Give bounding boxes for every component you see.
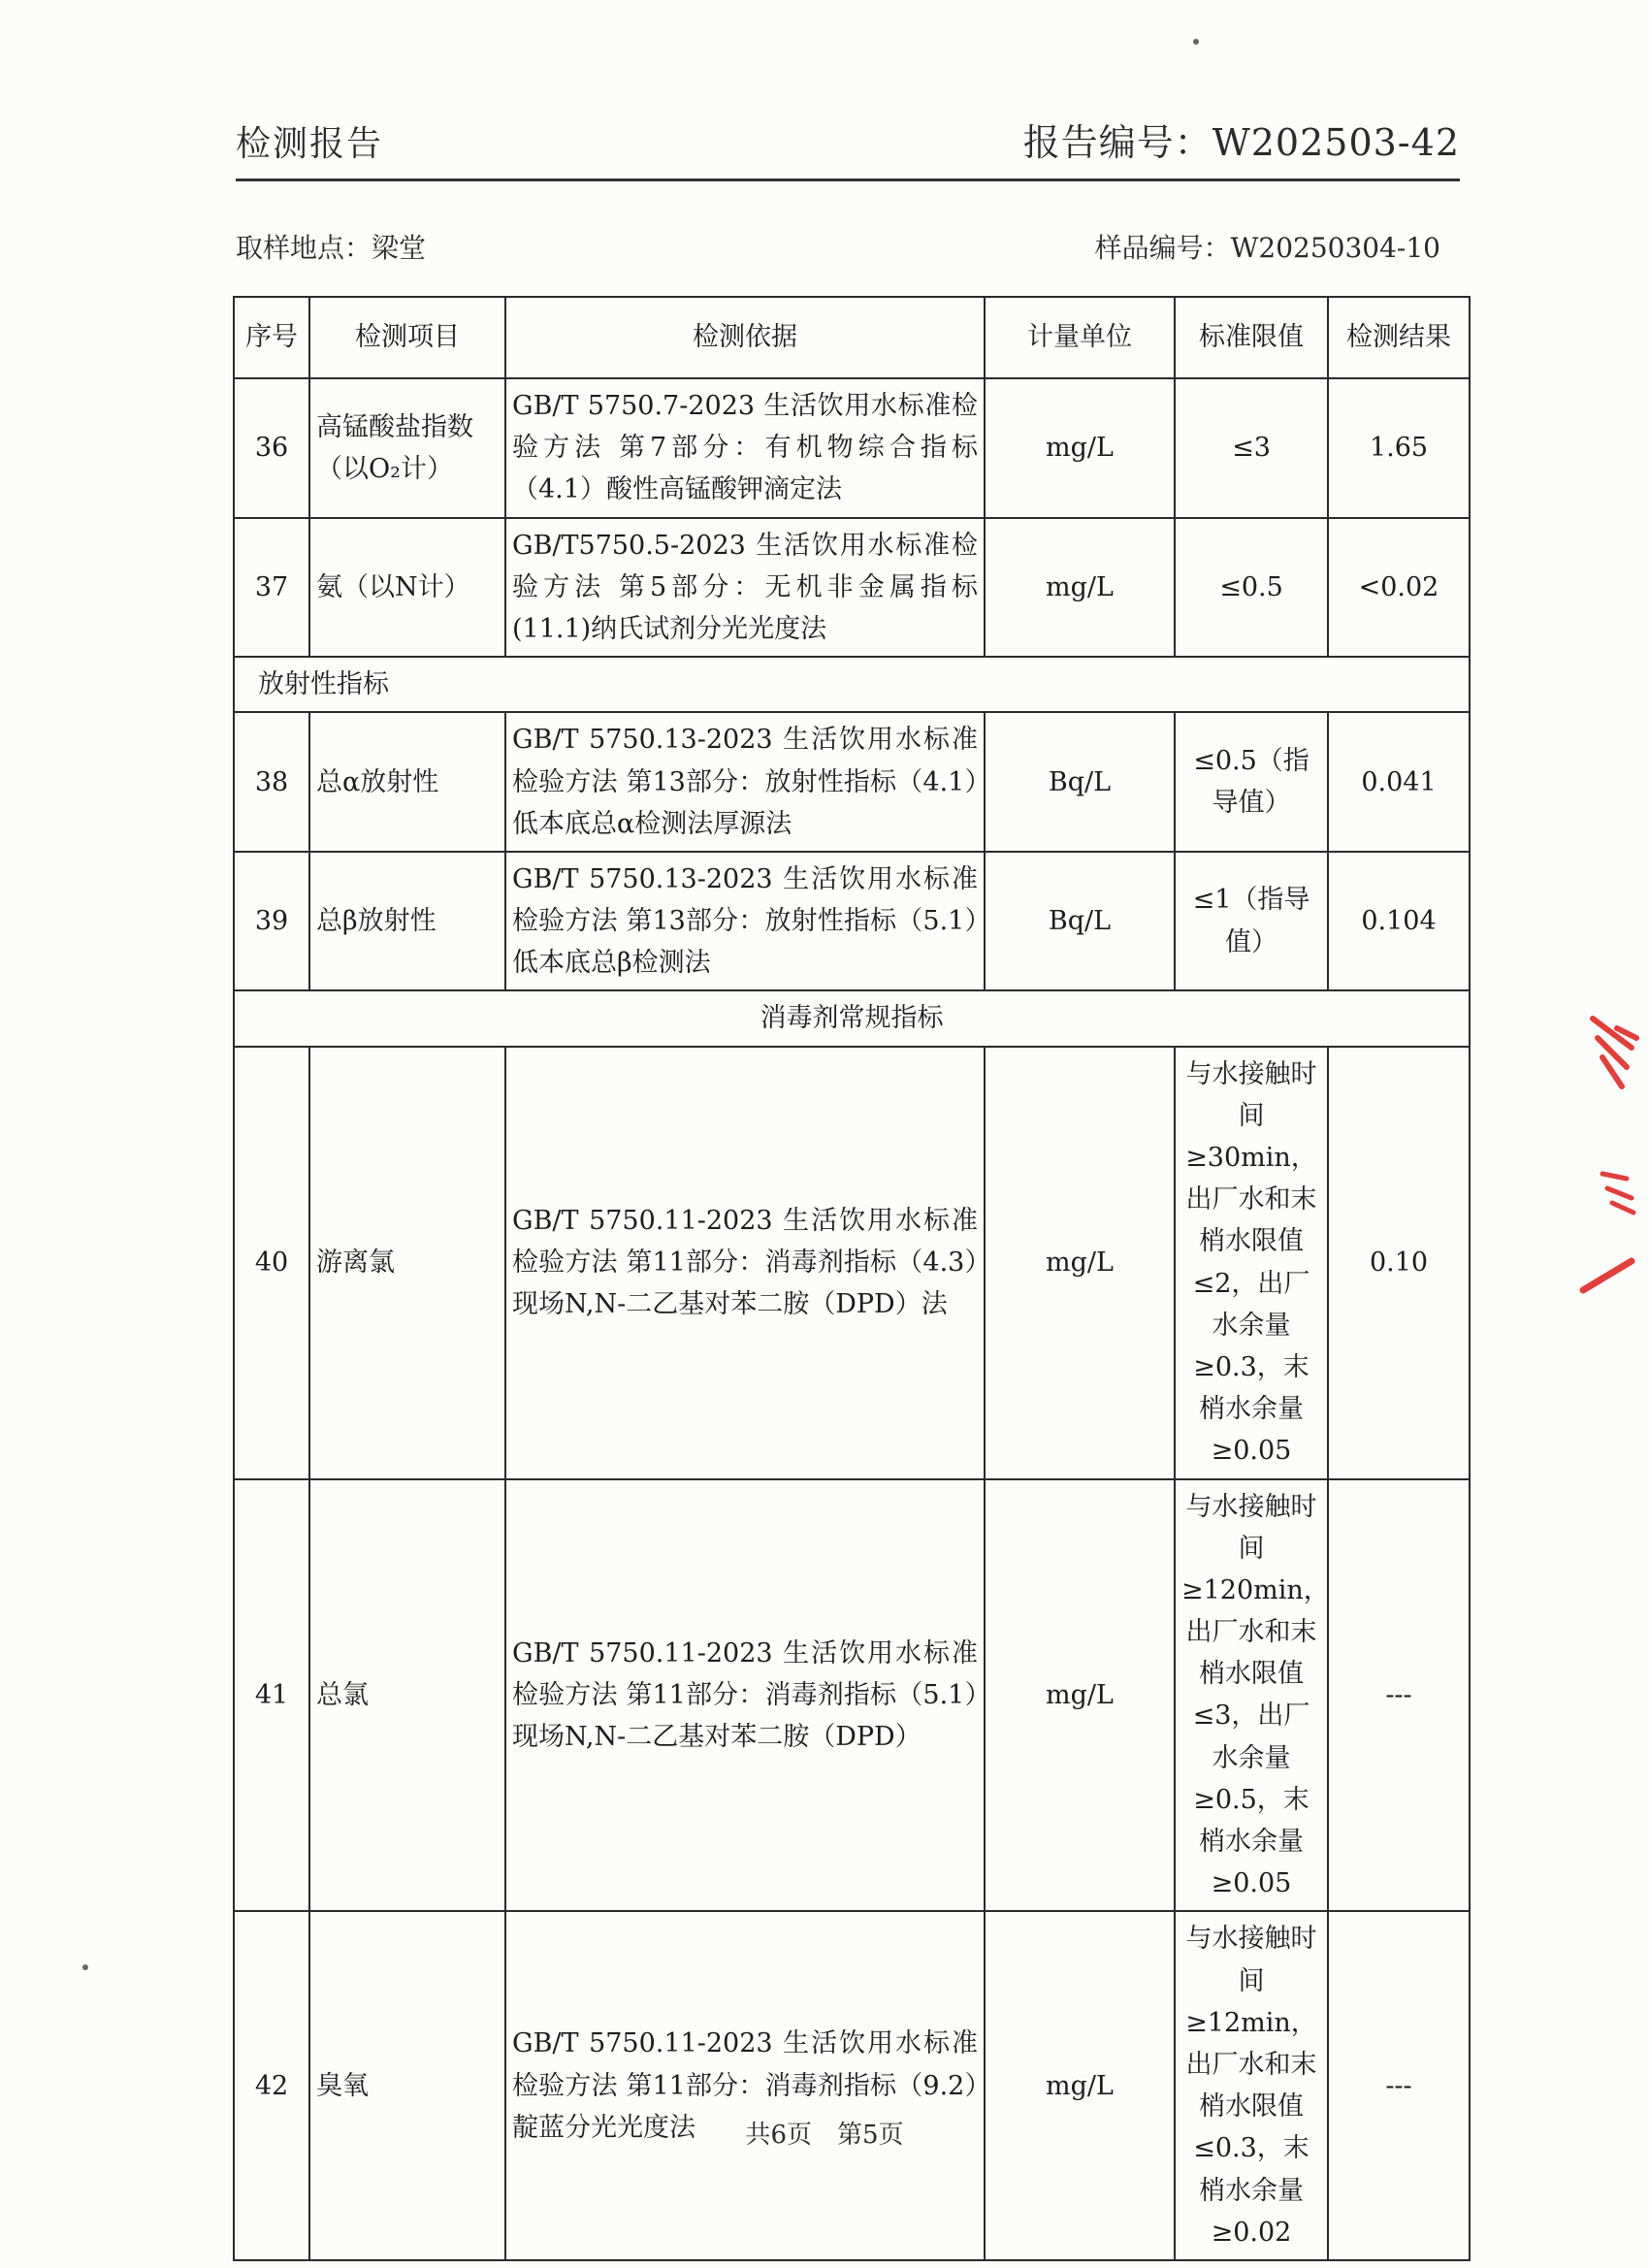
report-title: 检测报告 (236, 124, 384, 164)
scan-speck (1193, 39, 1199, 45)
row-limit: ≤1（指导值） (1175, 852, 1328, 991)
test-results-table (233, 296, 1471, 2261)
row-method: GB/T 5750.13-2023 生活饮用水标准检验方法 第13部分：放射性指标（5.1）低本底总β检测法 (505, 852, 985, 991)
row-result: 1.65 (1328, 378, 1470, 518)
row-result: 0.041 (1328, 712, 1470, 852)
table-row (234, 712, 1470, 852)
section-title: 放射性指标 (234, 657, 1470, 712)
col-header-result: 检测结果 (1328, 297, 1470, 378)
section-row-disinfectant (234, 990, 1470, 1046)
row-unit: mg/L (985, 518, 1175, 658)
table-row (234, 518, 1470, 658)
row-method: GB/T 5750.11-2023 生活饮用水标准检验方法 第11部分：消毒剂指标（4.3）现场N,N-二乙基对苯二胺（DPD）法 (505, 1047, 985, 1479)
row-result: <0.02 (1328, 518, 1470, 658)
row-limit: 与水接触时间≥120min，出厂水和末梢水限值≤3，出厂水余量≥0.5，末梢水余量≥0.05 (1175, 1479, 1328, 1912)
row-result: --- (1328, 1911, 1470, 2260)
section-row-radioactivity (234, 657, 1470, 712)
row-no: 42 (234, 1911, 309, 2260)
page-indicator: 共6页 第5页 (745, 2121, 904, 2150)
row-no: 36 (234, 378, 309, 518)
row-method: GB/T 5750.7-2023 生活饮用水标准检验方法 第7部分：有机物综合指标（4.1）酸性高锰酸钾滴定法 (505, 378, 985, 518)
row-item: 臭氧 (309, 1911, 505, 2260)
row-no: 38 (234, 712, 309, 852)
row-item: 氨（以N计） (309, 518, 505, 658)
report-number: 报告编号：W202503-42 (1022, 121, 1460, 164)
col-header-method: 检测依据 (505, 297, 985, 378)
table-row (234, 378, 1470, 518)
row-no: 37 (234, 518, 309, 658)
section-title: 消毒剂常规指标 (234, 990, 1470, 1046)
row-no: 40 (234, 1047, 309, 1479)
row-unit: Bq/L (985, 712, 1175, 852)
row-unit: Bq/L (985, 852, 1175, 991)
table-row (234, 1911, 1470, 2260)
row-limit: ≤3 (1175, 378, 1328, 518)
sampling-location: 取样地点：梁堂 (236, 232, 427, 264)
col-header-limit: 标准限值 (1175, 297, 1328, 378)
row-limit: ≤0.5（指导值） (1175, 712, 1328, 852)
table-row (234, 1047, 1470, 1479)
row-limit: 与水接触时间≥30min，出厂水和末梢水限值≤2，出厂水余量≥0.3，末梢水余量≥0.05 (1175, 1047, 1328, 1479)
row-unit: mg/L (985, 378, 1175, 518)
row-result: 0.104 (1328, 852, 1470, 991)
row-result: --- (1328, 1479, 1470, 1912)
row-item: 游离氯 (309, 1047, 505, 1479)
scan-speck (82, 1964, 88, 1970)
sample-number: 样品编号：W20250304-10 (1094, 232, 1440, 264)
row-no: 41 (234, 1479, 309, 1912)
table-row (234, 852, 1470, 991)
table-header-row (234, 297, 1470, 378)
col-header-item: 检测项目 (309, 297, 505, 378)
row-method: GB/T 5750.11-2023 生活饮用水标准检验方法 第11部分：消毒剂指标（9.2）靛蓝分光光度法 (505, 1911, 985, 2260)
row-item: 总β放射性 (309, 852, 505, 991)
col-header-unit: 计量单位 (985, 297, 1175, 378)
row-item: 总α放射性 (309, 712, 505, 852)
row-limit: ≤0.5 (1175, 518, 1328, 658)
header-divider (236, 178, 1460, 181)
row-method: GB/T 5750.11-2023 生活饮用水标准检验方法 第11部分：消毒剂指标（5.1）现场N,N-二乙基对苯二胺（DPD） (505, 1479, 985, 1912)
row-unit: mg/L (985, 1911, 1175, 2260)
row-unit: mg/L (985, 1047, 1175, 1479)
row-item: 高锰酸盐指数（以O₂计） (309, 378, 505, 518)
row-result: 0.10 (1328, 1047, 1470, 1479)
row-method: GB/T5750.5-2023 生活饮用水标准检验方法 第5部分：无机非金属指标(11.1)纳氏试剂分光光度法 (505, 518, 985, 658)
row-unit: mg/L (985, 1479, 1175, 1912)
row-limit: 与水接触时间≥12min，出厂水和末梢水限值≤0.3，末梢水余量≥0.02 (1175, 1911, 1328, 2260)
row-method: GB/T 5750.13-2023 生活饮用水标准检验方法 第13部分：放射性指标（4.1）低本底总α检测法厚源法 (505, 712, 985, 852)
row-item: 总氯 (309, 1479, 505, 1912)
col-header-no: 序号 (234, 297, 309, 378)
row-no: 39 (234, 852, 309, 991)
red-seal-fragment (1573, 1009, 1641, 1300)
table-row (234, 1479, 1470, 1912)
